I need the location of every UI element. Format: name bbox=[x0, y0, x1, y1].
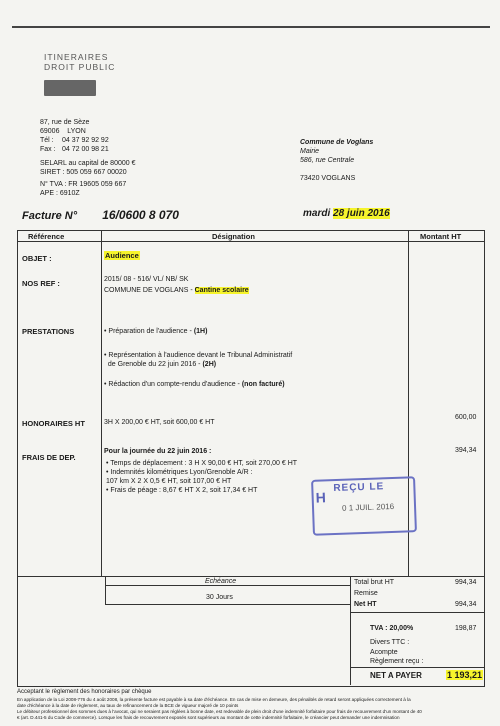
logo-bar bbox=[44, 80, 96, 96]
tva-rate-label: TVA : 20,00% bbox=[370, 625, 414, 632]
prestation-item-3: • Rédaction d'un compte-rendu d'audience - (non facturé) bbox=[104, 381, 285, 388]
tva-value: 198,87 bbox=[455, 625, 477, 632]
frais-item-3: • Frais de péage : 8,67 € HT X 2, soit 17,34 € HT bbox=[106, 487, 258, 494]
net-payer-value: 1 193,21 bbox=[447, 670, 483, 680]
header-row-line bbox=[17, 241, 484, 242]
firm-fax: 04 72 00 98 21 bbox=[62, 146, 109, 153]
echeance-bottom bbox=[105, 604, 350, 605]
nosref-label: NOS REF : bbox=[22, 279, 60, 288]
frais-title: Pour la journée du 22 juin 2016 : bbox=[104, 448, 212, 455]
echeance-label: Echéance bbox=[205, 578, 237, 585]
frais-item-2b: 107 km X 2 X 0,5 € HT, soit 107,00 € HT bbox=[106, 478, 232, 485]
firm-tel: 04 37 92 92 92 bbox=[62, 137, 109, 144]
honoraires-amount: 600,00 bbox=[455, 414, 477, 421]
frais-amount: 394,34 bbox=[455, 447, 477, 454]
firm-tva: FR 19605 059 667 bbox=[68, 181, 127, 188]
payer-line bbox=[350, 667, 484, 668]
firm-name-line1: ITINERAIRES bbox=[44, 52, 109, 62]
tel-label: Tél : bbox=[40, 137, 54, 144]
invoice-label: Facture N° bbox=[22, 210, 78, 222]
stamp-logo: H bbox=[315, 489, 327, 506]
reglement-label: Règlement reçu : bbox=[370, 658, 424, 665]
footer-line-4: € (art. D.441-5 du Code de commerce). Lorsque les frais de recouvrement exposés sont supérieurs au montant de cette indemnité forfaitaire, le créancier peut demander une indemnisation bbox=[17, 715, 400, 720]
col-divider-1 bbox=[101, 231, 102, 576]
nosref-line2 bbox=[104, 286, 249, 295]
stamp-text: REÇU LE bbox=[333, 481, 385, 495]
col-designation-header: Désignation bbox=[212, 232, 255, 241]
echeance-value: 30 Jours bbox=[206, 594, 233, 601]
frais-label: FRAIS DE DEP. bbox=[22, 453, 76, 462]
net-label: Net HT bbox=[354, 601, 377, 608]
stamp-date: 0 1 JUIL. 2016 bbox=[341, 501, 395, 513]
divers-label: Divers TTC : bbox=[370, 639, 410, 646]
prestation-item-2: • Représentation à l'audience devant le Tribunal Administratif de Grenoble du 22 juin 2016 - (2H) bbox=[104, 352, 293, 368]
net-payer-label: NET A PAYER bbox=[370, 671, 422, 680]
invoice-date bbox=[303, 208, 390, 219]
footer-line-1: En application de la Loi 2008-776 du 4 août 2008, la présente facture est payable à sa date d'échéance. En cas de mise en demeure, des pénalités de retard seront appliquées correctement à la bbox=[17, 697, 411, 702]
received-stamp bbox=[311, 476, 417, 536]
net-line bbox=[350, 612, 484, 613]
remise-label: Remise bbox=[354, 590, 378, 597]
footer-legal bbox=[17, 697, 483, 721]
col-ref-header: Référence bbox=[28, 232, 65, 241]
invoice-date-value: 28 juin 2016 bbox=[333, 208, 390, 219]
tva-label: N° TVA : bbox=[40, 181, 67, 188]
frais-item-2: • Indemnités kilométriques Lyon/Grenoble A/R : bbox=[106, 469, 253, 476]
col-amount-header: Montant HT bbox=[420, 232, 462, 241]
echeance-left bbox=[105, 576, 106, 604]
siret-label: SIRET : bbox=[40, 169, 65, 176]
prestations-label: PRESTATIONS bbox=[22, 327, 75, 336]
client-line4: 73420 VOGLANS bbox=[300, 175, 356, 182]
firm-siret: 505 059 667 00020 bbox=[66, 169, 127, 176]
fax-label: Fax : bbox=[40, 146, 56, 153]
client-line3: 586, rue Centrale bbox=[300, 157, 355, 164]
client-address bbox=[300, 138, 450, 183]
firm-street: 87, rue de Sèze bbox=[40, 119, 90, 126]
totals-divider bbox=[350, 576, 351, 685]
net-value: 994,34 bbox=[455, 601, 477, 608]
footer-line-2: date d'échéance à la date de règlement, au taux de refinancement de la BCE de vigueur majoré de 10 points bbox=[17, 703, 239, 708]
footer-accept: Acceptant le règlement des honoraires par chèque bbox=[17, 689, 152, 695]
nosref-commune: COMMUNE DE VOGLANS - bbox=[104, 287, 195, 294]
prestation-item-1: • Préparation de l'audience - (1H) bbox=[104, 328, 208, 335]
footer-line-3: Le débiteur professionnel des sommes dues à l'avocat, qui ne seraient pas réglées à bonne date, est redevable de plein droit d'une indemnité forfaitaire pour frais de recouvrement d'un montant de 40 bbox=[17, 709, 422, 714]
invoice-heading bbox=[22, 208, 179, 222]
firm-logo bbox=[44, 52, 115, 96]
acompte-label: Acompte bbox=[370, 649, 398, 656]
nosref-line1: 2015/ 08 - 516/ VL/ NB/ SK bbox=[104, 276, 189, 283]
firm-postcode: 69006 bbox=[40, 128, 60, 135]
totals-top-line bbox=[17, 576, 484, 577]
firm-ape: 6910Z bbox=[59, 190, 80, 197]
firm-address bbox=[40, 118, 190, 198]
client-line2: Mairie bbox=[300, 148, 320, 155]
firm-city: LYON bbox=[67, 128, 86, 135]
invoice-day: mardi bbox=[303, 208, 331, 219]
client-name: Commune de Voglans bbox=[300, 139, 374, 146]
nosref-highlight: Cantine scolaire bbox=[194, 287, 249, 294]
objet-value: Audience bbox=[105, 251, 139, 260]
brut-label: Total brut HT bbox=[354, 579, 395, 586]
honoraires-label: HONORAIRES HT bbox=[22, 419, 85, 428]
ape-label: APE : bbox=[40, 190, 58, 197]
brut-value: 994,34 bbox=[455, 579, 477, 586]
invoice-number: 16/0600 8 070 bbox=[102, 208, 179, 222]
frais-item-1: • Temps de déplacement : 3 H X 90,00 € HT, soit 270,00 € HT bbox=[106, 460, 298, 467]
honoraires-value: 3H X 200,00 € HT, soit 600,00 € HT bbox=[104, 419, 215, 426]
firm-name-line2: DROIT PUBLIC bbox=[44, 62, 116, 72]
top-border bbox=[12, 26, 490, 28]
firm-capital: SELARL au capital de 80000 € bbox=[40, 160, 136, 167]
objet-label: OBJET : bbox=[22, 254, 52, 263]
